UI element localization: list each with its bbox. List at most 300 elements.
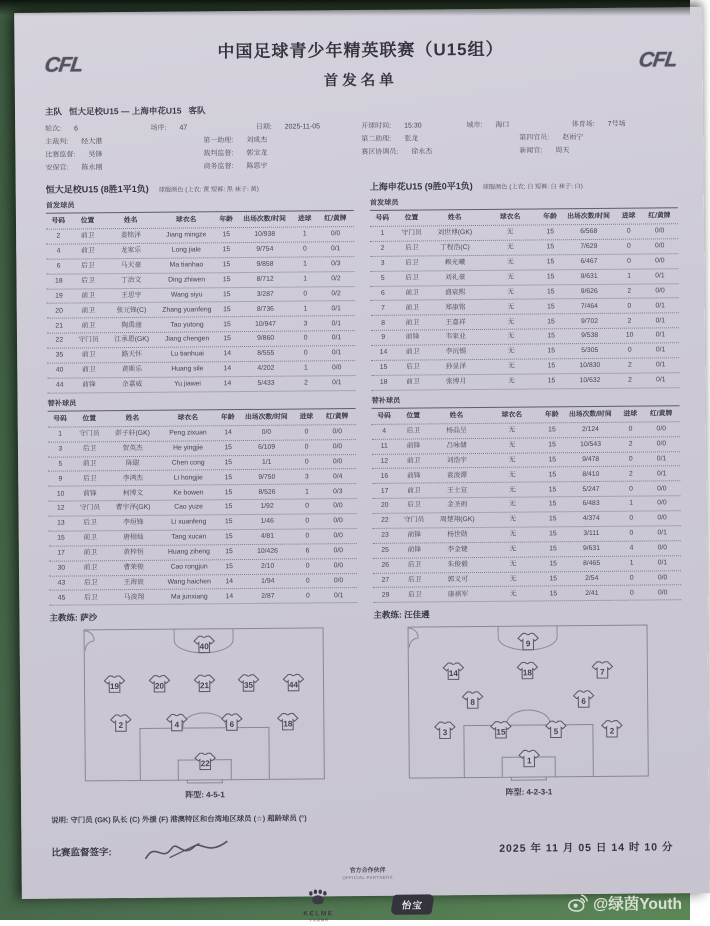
cell-apps-time: 1/94	[240, 577, 296, 585]
cell-position: 后卫	[396, 364, 430, 372]
cell-goals: 1	[294, 365, 319, 373]
cell-position: 前锋	[397, 546, 431, 554]
cell-jersey-name: 无	[483, 471, 542, 479]
col-header: 位置	[396, 412, 430, 420]
cell-apps-time: 2/10	[240, 562, 296, 570]
cell-position: 后卫	[71, 277, 105, 285]
cell-jersey-name: Ma junxiang	[160, 593, 219, 601]
goal	[511, 777, 547, 781]
away-team-name: 上海申花U15 (9胜0平1负)	[370, 179, 473, 193]
cell-name: 李烜锋	[107, 519, 159, 527]
cell-position: 前卫	[71, 307, 105, 315]
svg-text:18: 18	[284, 719, 294, 728]
cell-goals: 1	[293, 275, 318, 283]
home-team-name: 恒大足校U15 (8胜1平1负)	[46, 182, 149, 196]
col-header: 红/黄牌	[317, 215, 354, 223]
cell-age: 15	[540, 273, 562, 281]
legend-notes: 说明: 守门员 (GK) 队长 (C) 外援 (F) 港澳特区和台湾地区球员 (☆) 超龄球员 (°)	[51, 810, 683, 827]
cell-name: 杨品呈	[430, 427, 482, 435]
home-starters-table	[46, 210, 356, 393]
cell-name: 周楚翔(GK)	[431, 516, 483, 524]
cell-apps-time: 9/858	[237, 261, 293, 269]
info-value: 15:30	[404, 119, 422, 132]
cell-goals: 1	[617, 272, 642, 280]
cell-position: 后卫	[73, 445, 107, 453]
cell-number: 45	[49, 594, 74, 602]
cell-apps-time: 9/626	[561, 288, 617, 296]
cell-age: 15	[216, 306, 238, 314]
cell-jersey-name: 无	[482, 333, 541, 341]
player-jersey	[517, 748, 540, 768]
supervisor-signature	[140, 836, 236, 865]
cell-jersey-name: Cao yuze	[159, 504, 218, 512]
col-header: 姓名	[428, 214, 480, 222]
cell-cards: 0/0	[641, 228, 678, 236]
cell-apps-time: 8/736	[238, 305, 294, 313]
player-jersey	[192, 634, 215, 654]
signed-datetime: 2025 年 11 月 05 日 14 时 10 分	[499, 839, 673, 856]
svg-text:18: 18	[523, 668, 533, 677]
player-jersey	[591, 660, 614, 680]
cell-cards: 0/1	[642, 361, 679, 369]
player-jersey	[277, 711, 300, 731]
cell-apps-time: 10/426	[240, 548, 296, 556]
player-jersey	[442, 661, 465, 681]
col-header: 姓名	[104, 217, 156, 225]
cell-number: 9	[48, 475, 73, 483]
cell-position: 后卫	[398, 561, 432, 569]
cell-position: 守门员	[72, 337, 106, 345]
cell-goals: 0	[293, 246, 318, 254]
formation-row	[416, 718, 640, 740]
cell-goals: 0	[619, 530, 644, 538]
away-starters-table	[370, 207, 680, 390]
cell-position: 守门员	[397, 517, 431, 525]
formation-row	[92, 672, 316, 694]
cell-number: 21	[47, 322, 72, 330]
info-pair	[519, 156, 677, 170]
away-subs-table	[372, 405, 682, 603]
cell-name: 盛宸熙	[429, 289, 481, 297]
cell-jersey-name: 无	[483, 456, 542, 464]
kelme-logo	[303, 890, 334, 924]
cell-position: 前锋	[73, 490, 107, 498]
cell-name: 马浚翔	[108, 593, 160, 601]
home-formation-pitch	[84, 628, 325, 782]
cell-cards: 0/1	[318, 349, 355, 357]
cell-age: 15	[540, 348, 562, 356]
col-header: 号码	[372, 412, 397, 420]
cell-jersey-name: Li xuanfeng	[159, 519, 218, 527]
cell-name: 马天豪	[105, 262, 157, 270]
cell-number: 2	[370, 245, 395, 253]
cell-goals: 0	[618, 426, 643, 434]
away-coach-name: 汪佳遴	[404, 610, 430, 620]
cell-goals: 2	[617, 287, 642, 295]
cell-apps-time: 2/54	[564, 575, 620, 583]
cell-name: 袁浚潭	[431, 472, 483, 480]
cell-cards: 0/0	[644, 544, 681, 552]
cell-age: 14	[218, 578, 240, 586]
cell-name: 王思宇	[105, 292, 157, 300]
cell-age: 15	[542, 501, 564, 509]
cell-number: 4	[372, 428, 397, 436]
formation-row	[416, 660, 640, 682]
cell-cards: 0/2	[318, 290, 355, 298]
cell-number: 20	[47, 307, 72, 315]
player-jersey	[573, 689, 596, 709]
cell-name: 赖光曦	[429, 259, 481, 267]
home-starters-label: 首发球员	[46, 198, 354, 211]
cell-goals: 0	[620, 589, 645, 597]
away-formation-label: 阵型: 4-2-3-1	[375, 786, 683, 800]
cell-jersey-name: 无	[481, 273, 540, 281]
home-formation-label: 阵型: 4-5-1	[51, 788, 359, 802]
cell-cards: 0/0	[318, 364, 355, 372]
cell-position: 前卫	[72, 366, 106, 374]
col-header: 位置	[72, 415, 106, 423]
cell-age: 15	[542, 545, 564, 553]
cell-age: 15	[218, 563, 240, 571]
info-label: 第二助理:	[361, 133, 391, 146]
cell-goals: 1	[292, 231, 317, 239]
kelme-chinese: 卡尔美体育	[303, 919, 333, 924]
info-label: 安保官:	[45, 162, 68, 175]
cell-age: 15	[540, 288, 562, 296]
cell-jersey-name: 无	[481, 258, 540, 266]
col-header: 年龄	[541, 411, 563, 419]
info-value: 赵雨宁	[562, 131, 583, 144]
cell-age: 15	[541, 377, 563, 385]
cell-number: 7	[371, 304, 396, 312]
cell-number: 26	[373, 562, 398, 570]
cell-position: 守门员	[72, 430, 106, 438]
cell-apps-time: 10/947	[238, 320, 294, 328]
cell-number: 19	[47, 292, 72, 300]
cell-number: 17	[49, 550, 74, 558]
cell-apps-time: 8/465	[564, 560, 620, 568]
cell-position: 前锋	[397, 442, 431, 450]
player-jersey	[461, 690, 484, 710]
cell-age: 15	[216, 246, 238, 254]
cell-cards: 0/1	[318, 305, 355, 313]
cell-cards: 0/0	[643, 440, 680, 448]
home-subs-label: 替补球员	[48, 396, 356, 409]
col-header: 红/黄牌	[319, 413, 356, 421]
cell-goals: 0	[617, 258, 642, 266]
cell-goals: 6	[295, 547, 320, 555]
cell-age: 15	[540, 258, 562, 266]
formation-row	[416, 630, 640, 652]
cell-age: 15	[218, 474, 240, 482]
team-columns	[46, 177, 683, 802]
cell-name: 曹荣俊	[107, 564, 159, 572]
svg-text:15: 15	[496, 727, 506, 736]
away-label: 客队	[188, 104, 205, 116]
cell-jersey-name: Peng zixuan	[159, 429, 218, 437]
home-subs-body	[48, 425, 358, 606]
cell-name: 李金键	[431, 546, 483, 554]
cell-name: 江承恩(GK)	[105, 336, 157, 344]
cell-position: 前锋	[397, 472, 431, 480]
cell-apps-time: 7/464	[562, 302, 618, 310]
info-label: 城市:	[466, 119, 482, 132]
cell-goals: 0	[293, 335, 318, 343]
svg-text:2: 2	[610, 726, 615, 735]
cell-name: 龙家乐	[105, 247, 157, 255]
col-header: 号码	[48, 415, 73, 423]
player-jersey	[192, 673, 215, 693]
cell-age: 15	[541, 456, 563, 464]
cell-jersey-name: 无	[482, 318, 541, 326]
cell-position: 前卫	[73, 460, 107, 468]
cell-apps-time: 1/46	[239, 518, 295, 526]
cell-age: 14	[217, 365, 239, 373]
cell-apps-time: 9/702	[562, 317, 618, 325]
cell-apps-time: 10/543	[563, 441, 619, 449]
cell-cards: 0/0	[643, 485, 680, 493]
player-jersey	[433, 720, 456, 740]
col-header: 出场次数/时间	[237, 215, 293, 223]
cell-goals: 0	[617, 302, 642, 310]
player-row	[47, 376, 355, 394]
cell-age: 15	[542, 471, 564, 479]
cell-age: 15	[540, 333, 562, 341]
cell-age: 15	[542, 560, 564, 568]
cell-goals: 2	[619, 470, 644, 478]
cell-number: 12	[372, 457, 397, 465]
cell-goals: 0	[295, 532, 320, 540]
col-header: 球衣名	[481, 213, 540, 221]
cell-age: 15	[543, 590, 565, 598]
cell-goals: 0	[293, 290, 318, 298]
cell-age: 15	[542, 530, 564, 538]
cell-number: 17	[372, 487, 397, 495]
cell-number: 1	[370, 230, 395, 238]
cell-jersey-name: 无	[482, 348, 541, 356]
cell-apps-time: 6/109	[239, 443, 295, 451]
cell-position: 后卫	[74, 579, 108, 587]
svg-text:14: 14	[449, 669, 459, 678]
cell-number: 30	[49, 564, 74, 572]
cell-goals: 0	[295, 518, 320, 526]
cell-age: 15	[539, 229, 561, 237]
away-formation	[374, 625, 683, 800]
page-subtitle: 首发名单	[135, 67, 587, 92]
cell-apps-time: 4/374	[563, 515, 619, 523]
cell-age: 15	[542, 486, 564, 494]
cell-apps-time: 8/526	[239, 488, 295, 496]
cell-cards: 0/0	[641, 242, 678, 250]
kelme-paw-icon	[307, 890, 329, 905]
cell-goals: 4	[619, 545, 644, 553]
cell-cards: 0/1	[643, 455, 680, 463]
cell-name: 彭子轩(GK)	[106, 430, 158, 438]
cell-number: 6	[46, 263, 71, 271]
cell-jersey-name: 无	[483, 486, 542, 494]
cell-age: 15	[215, 231, 237, 239]
cell-position: 后卫	[73, 519, 107, 527]
cell-cards: 0/1	[320, 592, 357, 600]
player-jersey	[545, 719, 568, 739]
svg-text:19: 19	[110, 682, 120, 691]
cell-jersey-name: Lu tianhuai	[158, 351, 217, 359]
cell-position: 前卫	[71, 292, 105, 300]
cell-jersey-name: Jiang chengen	[158, 336, 217, 344]
player-row	[371, 373, 679, 391]
info-value: 张龙	[404, 132, 418, 145]
player-jersey	[221, 712, 244, 732]
cell-goals: 0	[293, 350, 318, 358]
col-header: 出场次数/时间	[561, 213, 617, 221]
cell-cards: 0/1	[318, 334, 355, 342]
cell-name: 陈聪	[107, 460, 159, 468]
cell-apps-time: 0/0	[239, 429, 295, 437]
col-header: 姓名	[106, 414, 158, 422]
info-label: 开球时间:	[361, 120, 391, 133]
svg-text:35: 35	[244, 681, 254, 690]
cell-age: 15	[218, 489, 240, 497]
cell-jersey-name: 无	[483, 501, 542, 509]
info-label: 新闻官:	[519, 144, 542, 157]
cell-goals: 1	[293, 260, 318, 268]
col-header: 红/黄牌	[643, 410, 680, 418]
player-jersey	[193, 751, 216, 771]
cell-goals: 2	[294, 379, 319, 387]
cell-jersey-name: 无	[483, 516, 542, 524]
cell-cards: 0/3	[317, 260, 354, 268]
cell-apps-time: 5/305	[562, 347, 618, 355]
info-pair	[256, 120, 361, 134]
cell-apps-time: 9/538	[562, 332, 618, 340]
away-starters-label: 首发球员	[370, 195, 678, 208]
col-header: 进球	[294, 413, 319, 421]
cell-position: 前卫	[397, 487, 431, 495]
cell-cards: 0/0	[320, 562, 357, 570]
cell-number: 9	[371, 334, 396, 342]
cell-goals: 0	[617, 243, 642, 251]
cell-jersey-name: Chen cong	[159, 459, 218, 467]
page-title: 中国足球青少年精英联赛（U15组）	[134, 34, 586, 63]
cell-number: 14	[371, 349, 396, 357]
player-jersey	[103, 674, 126, 694]
svg-text:40: 40	[199, 642, 209, 651]
cell-apps-time: 8/410	[563, 470, 619, 478]
info-value: 吴锋	[88, 148, 102, 161]
cell-name: 吕咏储	[430, 442, 482, 450]
cell-number: 10	[48, 490, 73, 498]
player-jersey	[148, 673, 171, 693]
cell-apps-time: 2/124	[563, 426, 619, 434]
cell-apps-time: 9/631	[564, 545, 620, 553]
cell-apps-time: 9/750	[239, 473, 295, 481]
cell-position: 后卫	[396, 427, 430, 435]
cell-goals: 1	[619, 500, 644, 508]
cell-apps-time: 5/433	[238, 380, 294, 388]
cell-name: 朱俊毅	[431, 561, 483, 569]
cell-cards: 0/0	[317, 230, 354, 238]
cell-jersey-name: Tang xucan	[160, 533, 219, 541]
cell-jersey-name: 无	[484, 545, 543, 553]
signature-label: 比赛监督签字:	[51, 845, 111, 860]
cell-goals: 0	[294, 443, 319, 451]
col-header: 年龄	[539, 213, 561, 221]
cell-apps-time: 6/483	[563, 500, 619, 508]
cell-number: 12	[48, 505, 73, 513]
col-header: 出场次数/时间	[563, 410, 619, 418]
player-jersey	[516, 631, 539, 651]
watermark-text: @绿茵Youth	[593, 892, 682, 914]
home-coach-name: 萨沙	[80, 613, 97, 623]
cell-name: 路天怀	[106, 351, 158, 359]
cell-age: 15	[541, 362, 563, 370]
cell-jersey-name: He yingjie	[159, 444, 218, 452]
cell-goals: 2	[617, 317, 642, 325]
cell-apps-time: 9/478	[563, 456, 619, 464]
cell-age: 14	[217, 429, 239, 437]
cell-goals: 1	[293, 305, 318, 313]
cell-cards: 0/0	[644, 589, 681, 597]
cell-position: 后卫	[71, 262, 105, 270]
cell-cards: 0/0	[644, 514, 681, 522]
info-pair	[45, 160, 203, 174]
cell-number: 18	[371, 379, 396, 387]
svg-text:2: 2	[118, 721, 123, 730]
cell-age: 15	[217, 444, 239, 452]
svg-text:6: 6	[230, 720, 235, 729]
cell-position: 后卫	[395, 274, 429, 282]
cell-age: 15	[540, 243, 562, 251]
svg-text:8: 8	[470, 698, 475, 707]
cell-cards: 0/1	[642, 302, 679, 310]
info-pair	[203, 159, 361, 173]
formation-row	[92, 711, 316, 733]
cell-apps-time: 8/555	[238, 350, 294, 358]
cell-number: 4	[46, 248, 71, 256]
info-value: 徐永杰	[411, 145, 432, 158]
svg-text:3: 3	[442, 728, 447, 737]
cell-position: 前卫	[73, 534, 107, 542]
cell-apps-time: 8/712	[237, 276, 293, 284]
cell-apps-time: 1/1	[239, 458, 295, 466]
cell-position: 后卫	[395, 245, 429, 253]
cell-jersey-name: Jiang mingze	[157, 232, 216, 240]
cell-jersey-name: Huang sile	[158, 365, 217, 373]
formation-row	[416, 689, 640, 711]
title-block	[134, 34, 586, 92]
cell-goals: 10	[617, 332, 642, 340]
cell-age: 15	[218, 548, 240, 556]
col-header: 年龄	[215, 216, 237, 224]
cell-age: 14	[219, 593, 241, 601]
cell-position: 前卫	[71, 247, 105, 255]
cell-name: 金圣雨	[431, 501, 483, 509]
away-subs-label: 替补球员	[371, 393, 679, 406]
cell-name: 张元锋(C)	[105, 306, 157, 314]
cell-goals: 0	[295, 562, 320, 570]
cell-cards: 0/1	[644, 529, 681, 537]
cell-goals: 2	[618, 440, 643, 448]
cell-name: 曹宇泽(GK)	[107, 504, 159, 512]
goal	[187, 780, 223, 784]
cell-name: 陶禹潼	[105, 321, 157, 329]
cell-position: 后卫	[397, 502, 431, 510]
cell-position: 前卫	[71, 233, 105, 241]
cell-age: 14	[216, 350, 238, 358]
svg-text:21: 21	[199, 681, 209, 690]
cell-jersey-name: 无	[481, 244, 540, 252]
cell-jersey-name: Yu jiawei	[158, 380, 217, 388]
